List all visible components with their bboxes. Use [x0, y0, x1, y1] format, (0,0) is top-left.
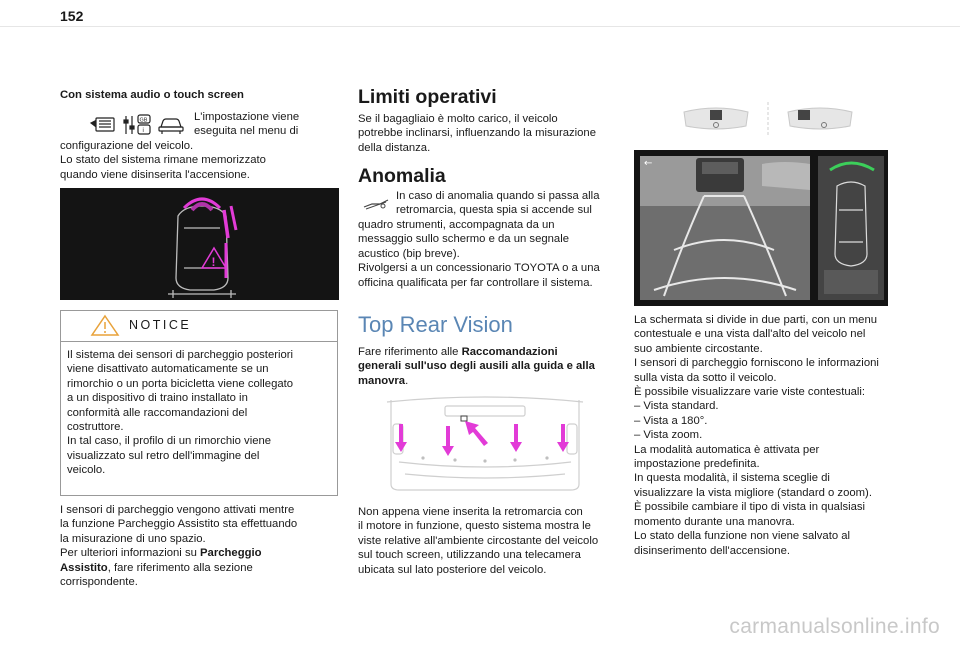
paragraph-text: Fare riferimento alle	[358, 346, 462, 358]
warning-triangle-icon	[202, 248, 226, 269]
bumper-dots	[421, 456, 548, 462]
notice-line: visualizzato sul retro dell'immagine del	[67, 449, 260, 462]
paragraph-line: Se il bagagliaio è molto carico, il veicolo	[358, 113, 558, 125]
notice-line: rimorchio o un porta bicicletta viene collegato	[67, 377, 294, 390]
bold-reference: manovra	[358, 374, 406, 387]
notice-line: viene disattivato automaticamente se un	[67, 363, 269, 376]
mirror-left	[684, 108, 748, 129]
bold-reference: generali sull'uso degli ausili alla guida e alla	[358, 360, 595, 373]
paragraph-line: della distanza.	[358, 141, 431, 154]
settings-sliders-icon	[124, 115, 150, 134]
paragraph-line: È possibile cambiare il tipo di vista in qualsiasi	[634, 501, 866, 514]
notice-header	[61, 311, 337, 339]
trv-reference-paragraph	[358, 345, 616, 388]
icon-description	[194, 110, 344, 139]
paragraph-line: sul touch screen, utilizzando una telecamera	[358, 549, 581, 562]
back-arrow-icon: ←	[644, 158, 653, 169]
paragraph-line: la misurazione di uno spazio.	[60, 532, 206, 545]
notice-divider	[61, 341, 337, 342]
paragraph-line: impostazione predefinita.	[634, 458, 760, 471]
paragraph-line: retromarcia, questa spia si accende sul	[396, 204, 592, 217]
paragraph-line: Rivolgersi a un concessionario TOYOTA o a una	[358, 262, 600, 275]
paragraph-line: messaggio sullo schermo e da un segnale	[358, 233, 570, 246]
notice-line: Il sistema dei sensori di parcheggio posteriori	[67, 349, 294, 361]
rear-bumper-illustration	[385, 394, 585, 494]
notice-line: veicolo.	[67, 464, 106, 477]
watermark: carmanualsonline.info	[729, 615, 940, 638]
bold-reference: Assistito	[60, 561, 108, 574]
paragraph-line: visualizzare la vista migliore (standard o zoom).	[634, 486, 872, 499]
list-item: – Vista standard.	[634, 400, 719, 413]
page-number: 152	[60, 8, 84, 24]
icon-text-line-2: eseguita nel menu di	[194, 125, 299, 138]
parking-sensor-illustration	[60, 188, 339, 300]
paragraph-line: In questa modalità, il sistema sceglie di	[634, 472, 830, 485]
touchscreen-icon	[91, 118, 114, 131]
icon-text-line-1: L'impostazione viene	[194, 111, 300, 123]
notice-line: a un dispositivo di traino installato in	[67, 392, 248, 405]
paragraph-line: È possibile visualizzare varie viste contestuali:	[634, 386, 866, 399]
menu-icons	[88, 112, 188, 138]
paragraph-line: acustico (bip breve).	[358, 247, 460, 260]
paragraph-line: la funzione Parcheggio Assistito sta effettuando	[60, 518, 298, 531]
paragraph-line: quadro strumenti, accompagnata da un	[358, 219, 555, 231]
audio-line-2: Lo stato del sistema rimane memorizzato	[60, 154, 266, 167]
parking-warning-light-icon	[362, 196, 390, 212]
svg-text:!: !	[211, 255, 216, 269]
section-heading-audio: Con sistema audio o touch screen	[60, 89, 244, 101]
notice-body	[67, 348, 332, 478]
audio-line-1: configurazione del veicolo.	[60, 140, 194, 152]
paragraph-text: Per ulteriori informazioni su	[60, 547, 201, 560]
anomaly-title: Anomalia	[358, 165, 446, 187]
paragraph-line	[60, 561, 340, 575]
limits-title: Limiti operativi	[358, 86, 497, 108]
paragraph-line: ubicata sul lato posteriore del veicolo.	[358, 563, 547, 576]
svg-text:i: i	[142, 128, 144, 134]
paragraph-line	[358, 345, 616, 359]
anomaly-paragraph	[358, 218, 616, 290]
paragraph-line	[358, 374, 616, 388]
paragraph-line: La modalità automatica è attivata per	[634, 443, 820, 456]
paragraph-line: il motore in funzione, questo sistema mostra le	[358, 520, 591, 533]
trv-description-paragraph	[358, 505, 616, 577]
icon-row	[88, 112, 188, 138]
top-rear-vision-title: Top Rear Vision	[358, 312, 513, 337]
paragraph-line: momento durante una manovra.	[634, 515, 795, 528]
notice-box	[60, 310, 338, 496]
paragraph-line: potrebbe inclinarsi, influenzando la misurazione	[358, 127, 597, 140]
bold-reference: Raccomandazioni	[461, 346, 558, 358]
paragraph-line: viste relative all'ambiente circostante del veicolo	[358, 534, 599, 547]
notice-line: conformità alle raccomandazioni del	[67, 406, 248, 419]
bold-reference: Parcheggio	[200, 547, 262, 560]
paragraph-line: disinserimento dell'accensione.	[634, 544, 791, 557]
paragraph-line: officina qualificata per far controllare il sistema.	[358, 276, 593, 289]
notice-line: In tal caso, il profilo di un rimorchio viene	[67, 435, 272, 448]
paragraph-line: I sensori di parcheggio forniscono le informazioni	[634, 357, 879, 370]
paragraph-line: Non appena viene inserita la retromarcia con	[358, 506, 583, 518]
parking-sensor-image	[60, 188, 339, 300]
camera-view-illustration	[634, 150, 888, 306]
paragraph-text: .	[405, 374, 409, 387]
mirror-right	[788, 108, 852, 129]
paragraph-text: , fare riferimento alla sezione	[107, 561, 253, 574]
anomaly-icon-text	[396, 189, 618, 218]
screen-description	[634, 313, 890, 558]
parking-assist-paragraph	[60, 503, 340, 589]
header-rule	[0, 26, 960, 27]
paragraph-line	[60, 546, 340, 560]
rearview-mirror-illustration	[676, 98, 872, 138]
paragraph-line: Lo stato della funzione non viene salvato al	[634, 530, 851, 543]
rear-camera-screen	[634, 150, 888, 306]
paragraph-line: corrispondente.	[60, 576, 138, 589]
notice-title: NOTICE	[129, 318, 192, 332]
audio-paragraph	[60, 139, 340, 182]
sensor-arrows	[395, 421, 569, 456]
mirror-icons	[676, 98, 872, 138]
paragraph-line: In caso di anomalia quando si passa alla	[396, 190, 600, 202]
paragraph-line: La schermata si divide in due parti, con un menu	[634, 314, 878, 326]
limits-paragraph	[358, 112, 616, 155]
audio-line-3: quando viene disinserita l'accensione.	[60, 168, 250, 181]
anomaly-indicator	[362, 196, 390, 212]
vehicle-icon	[159, 119, 183, 134]
paragraph-line: contestuale e una vista dall'alto del veicolo nel	[634, 328, 866, 341]
paragraph-line: sulla vista da sotto il veicolo.	[634, 371, 777, 384]
topview-ground	[824, 270, 878, 294]
paragraph-line: I sensori di parcheggio vengono attivati mentre	[60, 504, 295, 516]
warning-triangle-icon	[89, 313, 121, 337]
rear-bumper-image	[385, 394, 585, 494]
paragraph-line: suo ambiente circostante.	[634, 342, 763, 355]
list-item: – Vista zoom.	[634, 429, 703, 442]
list-item: – Vista a 180°.	[634, 414, 708, 427]
svg-text:GB: GB	[139, 117, 148, 124]
notice-line: costruttore.	[67, 421, 124, 434]
rear-camera	[461, 416, 467, 421]
